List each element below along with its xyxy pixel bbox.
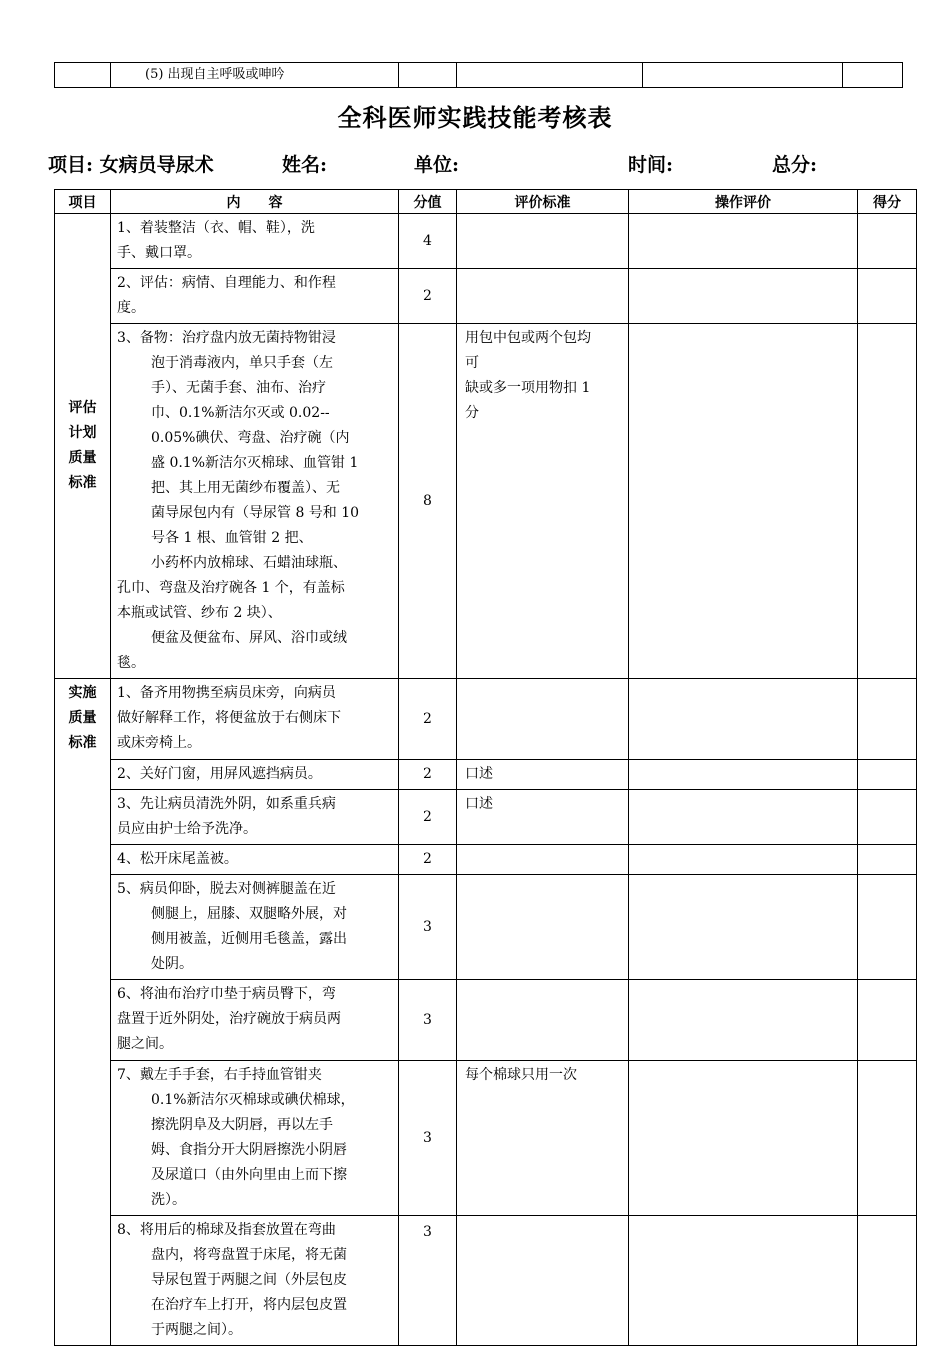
evaluation-cell (629, 324, 858, 679)
points-cell (858, 214, 917, 269)
content-line: 泡于消毒液内，单只手套（左 (151, 355, 333, 371)
points-cell (858, 845, 917, 875)
content-line: 在治疗车上打开，将内层包皮置 (151, 1297, 347, 1313)
content-line: 6、将油布治疗巾垫于病员臀下，弯 (117, 986, 336, 1002)
points-cell (858, 790, 917, 845)
content-line: 或床旁椅上。 (117, 735, 201, 751)
table-row (55, 1216, 917, 1346)
project-value: 女病员导尿术 (99, 154, 214, 176)
content-line: 5、病员仰卧，脱去对侧裤腿盖在近 (117, 881, 336, 897)
table-body (55, 214, 917, 1346)
evaluation-cell (629, 269, 858, 324)
evaluation-cell (629, 1216, 858, 1346)
evaluation-cell (629, 875, 858, 980)
assessment-table (54, 189, 917, 1346)
item-content (111, 1216, 399, 1346)
item-content (111, 1061, 399, 1216)
item-content (111, 269, 399, 324)
content-line: 1、备齐用物携至病员床旁，向病员 (117, 685, 336, 701)
unit-label: 单位: (414, 154, 460, 176)
content-line: 4、松开床尾盖被。 (117, 851, 238, 867)
content-line: 盛 0.1%新洁尔灭棉球、血管钳 1 (151, 455, 359, 471)
item-score: 2 (399, 845, 457, 875)
item-content (111, 980, 399, 1061)
category-text: 标准 (68, 735, 97, 751)
content-line: 2、评估：病情、自理能力、和作程 (117, 275, 336, 291)
item-criteria (457, 214, 629, 269)
content-line: 盘置于近外阴处，治疗碗放于病员两 (117, 1011, 341, 1027)
content-line: 本瓶或试管、纱布 2 块）、 (117, 605, 282, 621)
category-text: 实施 (68, 685, 97, 701)
content-line: 3、先让病员清洗外阴，如系重兵病 (117, 796, 336, 812)
content-line: 手、戴口罩。 (117, 245, 201, 261)
header-row (55, 190, 917, 214)
points-cell (858, 324, 917, 679)
total-label: 总分: (772, 154, 818, 176)
table-row (55, 845, 917, 875)
item-criteria (457, 845, 629, 875)
points-cell (858, 760, 917, 790)
points-cell (858, 875, 917, 980)
content-line: 把、其上用无菌纱布覆盖）、无 (151, 480, 340, 496)
points-cell (858, 1061, 917, 1216)
content-line: 0.05%碘伏、弯盘、治疗碗（内 (151, 430, 350, 446)
prev-item-text: (5) 出现自主呼吸或呻吟 (111, 63, 399, 88)
evaluation-cell (629, 760, 858, 790)
content-line: 孔巾、弯盘及治疗碗各 1 个，有盖标 (117, 580, 345, 596)
content-line: 盘内，将弯盘置于床尾，将无菌 (151, 1247, 347, 1263)
table-row (55, 980, 917, 1061)
criteria-line: 口述 (465, 766, 493, 782)
item-score: 3 (399, 1061, 457, 1216)
content-line: 侧腿上，屈膝、双腿略外展，对 (151, 906, 347, 922)
item-criteria (457, 980, 629, 1061)
content-line: 侧用被盖，近侧用毛毯盖，露出 (151, 931, 347, 947)
item-score: 4 (399, 214, 457, 269)
item-score: 2 (399, 760, 457, 790)
previous-table-fragment (54, 62, 903, 88)
criteria-line: 可 (465, 355, 479, 371)
content-line: 做好解释工作，将便盆放于右侧床下 (117, 710, 341, 726)
table-row (55, 760, 917, 790)
item-criteria (457, 324, 629, 679)
item-content (111, 324, 399, 679)
content-line: 度。 (117, 300, 145, 316)
table-row (55, 875, 917, 980)
content-line: 3、备物：治疗盘内放无菌持物钳浸 (117, 330, 336, 346)
header-criteria: 评价标准 (457, 190, 629, 214)
table-row (55, 1061, 917, 1216)
table-row (55, 324, 917, 679)
content-line: 毯。 (117, 655, 145, 671)
project-label: 项目: (48, 154, 94, 176)
content-line: 小药杯内放棉球、石蜡油球瓶、 (151, 555, 347, 571)
content-line: 员应由护士给予洗净。 (117, 821, 257, 837)
item-criteria (457, 679, 629, 760)
item-content (111, 790, 399, 845)
item-score: 3 (399, 1216, 457, 1346)
header-points: 得分 (858, 190, 917, 214)
time-label: 时间: (628, 154, 674, 176)
content-line: 0.1%新洁尔灭棉球或碘伏棉球， (151, 1092, 355, 1108)
content-line: 巾、0.1%新洁尔灭或 0.02-- (151, 405, 330, 421)
table-row (55, 269, 917, 324)
section-category (55, 214, 111, 679)
table-row (55, 790, 917, 845)
points-cell (858, 269, 917, 324)
item-criteria (457, 1061, 629, 1216)
content-line: 处阴。 (151, 956, 193, 972)
table-row (55, 63, 903, 88)
content-line: 手）、无菌手套、油布、治疗 (151, 380, 326, 396)
category-text: 标准 (68, 475, 97, 491)
item-content (111, 845, 399, 875)
item-criteria (457, 790, 629, 845)
evaluation-cell (629, 1061, 858, 1216)
criteria-line: 口述 (465, 796, 493, 812)
content-line: 导尿包置于两腿之间（外层包皮 (151, 1272, 347, 1288)
item-score: 2 (399, 790, 457, 845)
section-category (55, 679, 111, 1346)
evaluation-cell (629, 214, 858, 269)
content-line: 及尿道口（由外向里由上而下擦 (151, 1167, 347, 1183)
header-content: 内 容 (111, 190, 399, 214)
evaluation-cell (629, 679, 858, 760)
points-cell (858, 679, 917, 760)
criteria-line: 分 (465, 405, 479, 421)
category-text: 质量 (68, 450, 97, 466)
points-cell (858, 1216, 917, 1346)
criteria-line: 用包中包或两个包均 (465, 330, 591, 346)
content-line: 腿之间。 (117, 1036, 173, 1052)
content-line: 便盆及便盆布、屏风、浴巾或绒 (151, 630, 347, 646)
evaluation-cell (629, 845, 858, 875)
item-score: 8 (399, 324, 457, 679)
item-score: 3 (399, 875, 457, 980)
content-line: 号各 1 根、血管钳 2 把、 (151, 530, 313, 546)
evaluation-cell (629, 980, 858, 1061)
project-field (48, 150, 214, 177)
header-score: 分值 (399, 190, 457, 214)
item-criteria (457, 760, 629, 790)
item-criteria (457, 269, 629, 324)
header-category: 项目 (55, 190, 111, 214)
item-content (111, 760, 399, 790)
points-cell (858, 980, 917, 1061)
item-criteria (457, 1216, 629, 1346)
content-line: 擦洗阴阜及大阴唇，再以左手 (151, 1117, 333, 1133)
item-score: 3 (399, 980, 457, 1061)
content-line: 1、着装整洁（衣、帽、鞋），洗 (117, 220, 315, 236)
content-line: 7、戴左手手套，右手持血管钳夹 (117, 1067, 322, 1083)
category-text: 计划 (68, 425, 97, 441)
category-text: 质量 (68, 710, 97, 726)
item-score: 2 (399, 679, 457, 760)
content-line: 于两腿之间）。 (151, 1322, 242, 1338)
content-line: 2、关好门窗，用屏风遮挡病员。 (117, 766, 322, 782)
item-score: 2 (399, 269, 457, 324)
content-line: 8、将用后的棉球及指套放置在弯曲 (117, 1222, 336, 1238)
name-label: 姓名: (282, 154, 328, 176)
table-row (55, 214, 917, 269)
content-line: 菌导尿包内有（导尿管 8 号和 10 (151, 505, 360, 521)
evaluation-cell (629, 790, 858, 845)
table-row (55, 679, 917, 760)
criteria-line: 缺或多一项用物扣 1 (465, 380, 591, 396)
header-evaluation: 操作评价 (629, 190, 858, 214)
item-content (111, 214, 399, 269)
category-text: 评估 (68, 400, 97, 416)
content-line: 姆、食指分开大阴唇擦洗小阴唇 (151, 1142, 347, 1158)
page-title: 全科医师实践技能考核表 (337, 103, 613, 132)
criteria-line: 每个棉球只用一次 (465, 1067, 577, 1083)
item-content (111, 679, 399, 760)
item-criteria (457, 875, 629, 980)
item-content (111, 875, 399, 980)
content-line: 洗）。 (151, 1192, 186, 1208)
